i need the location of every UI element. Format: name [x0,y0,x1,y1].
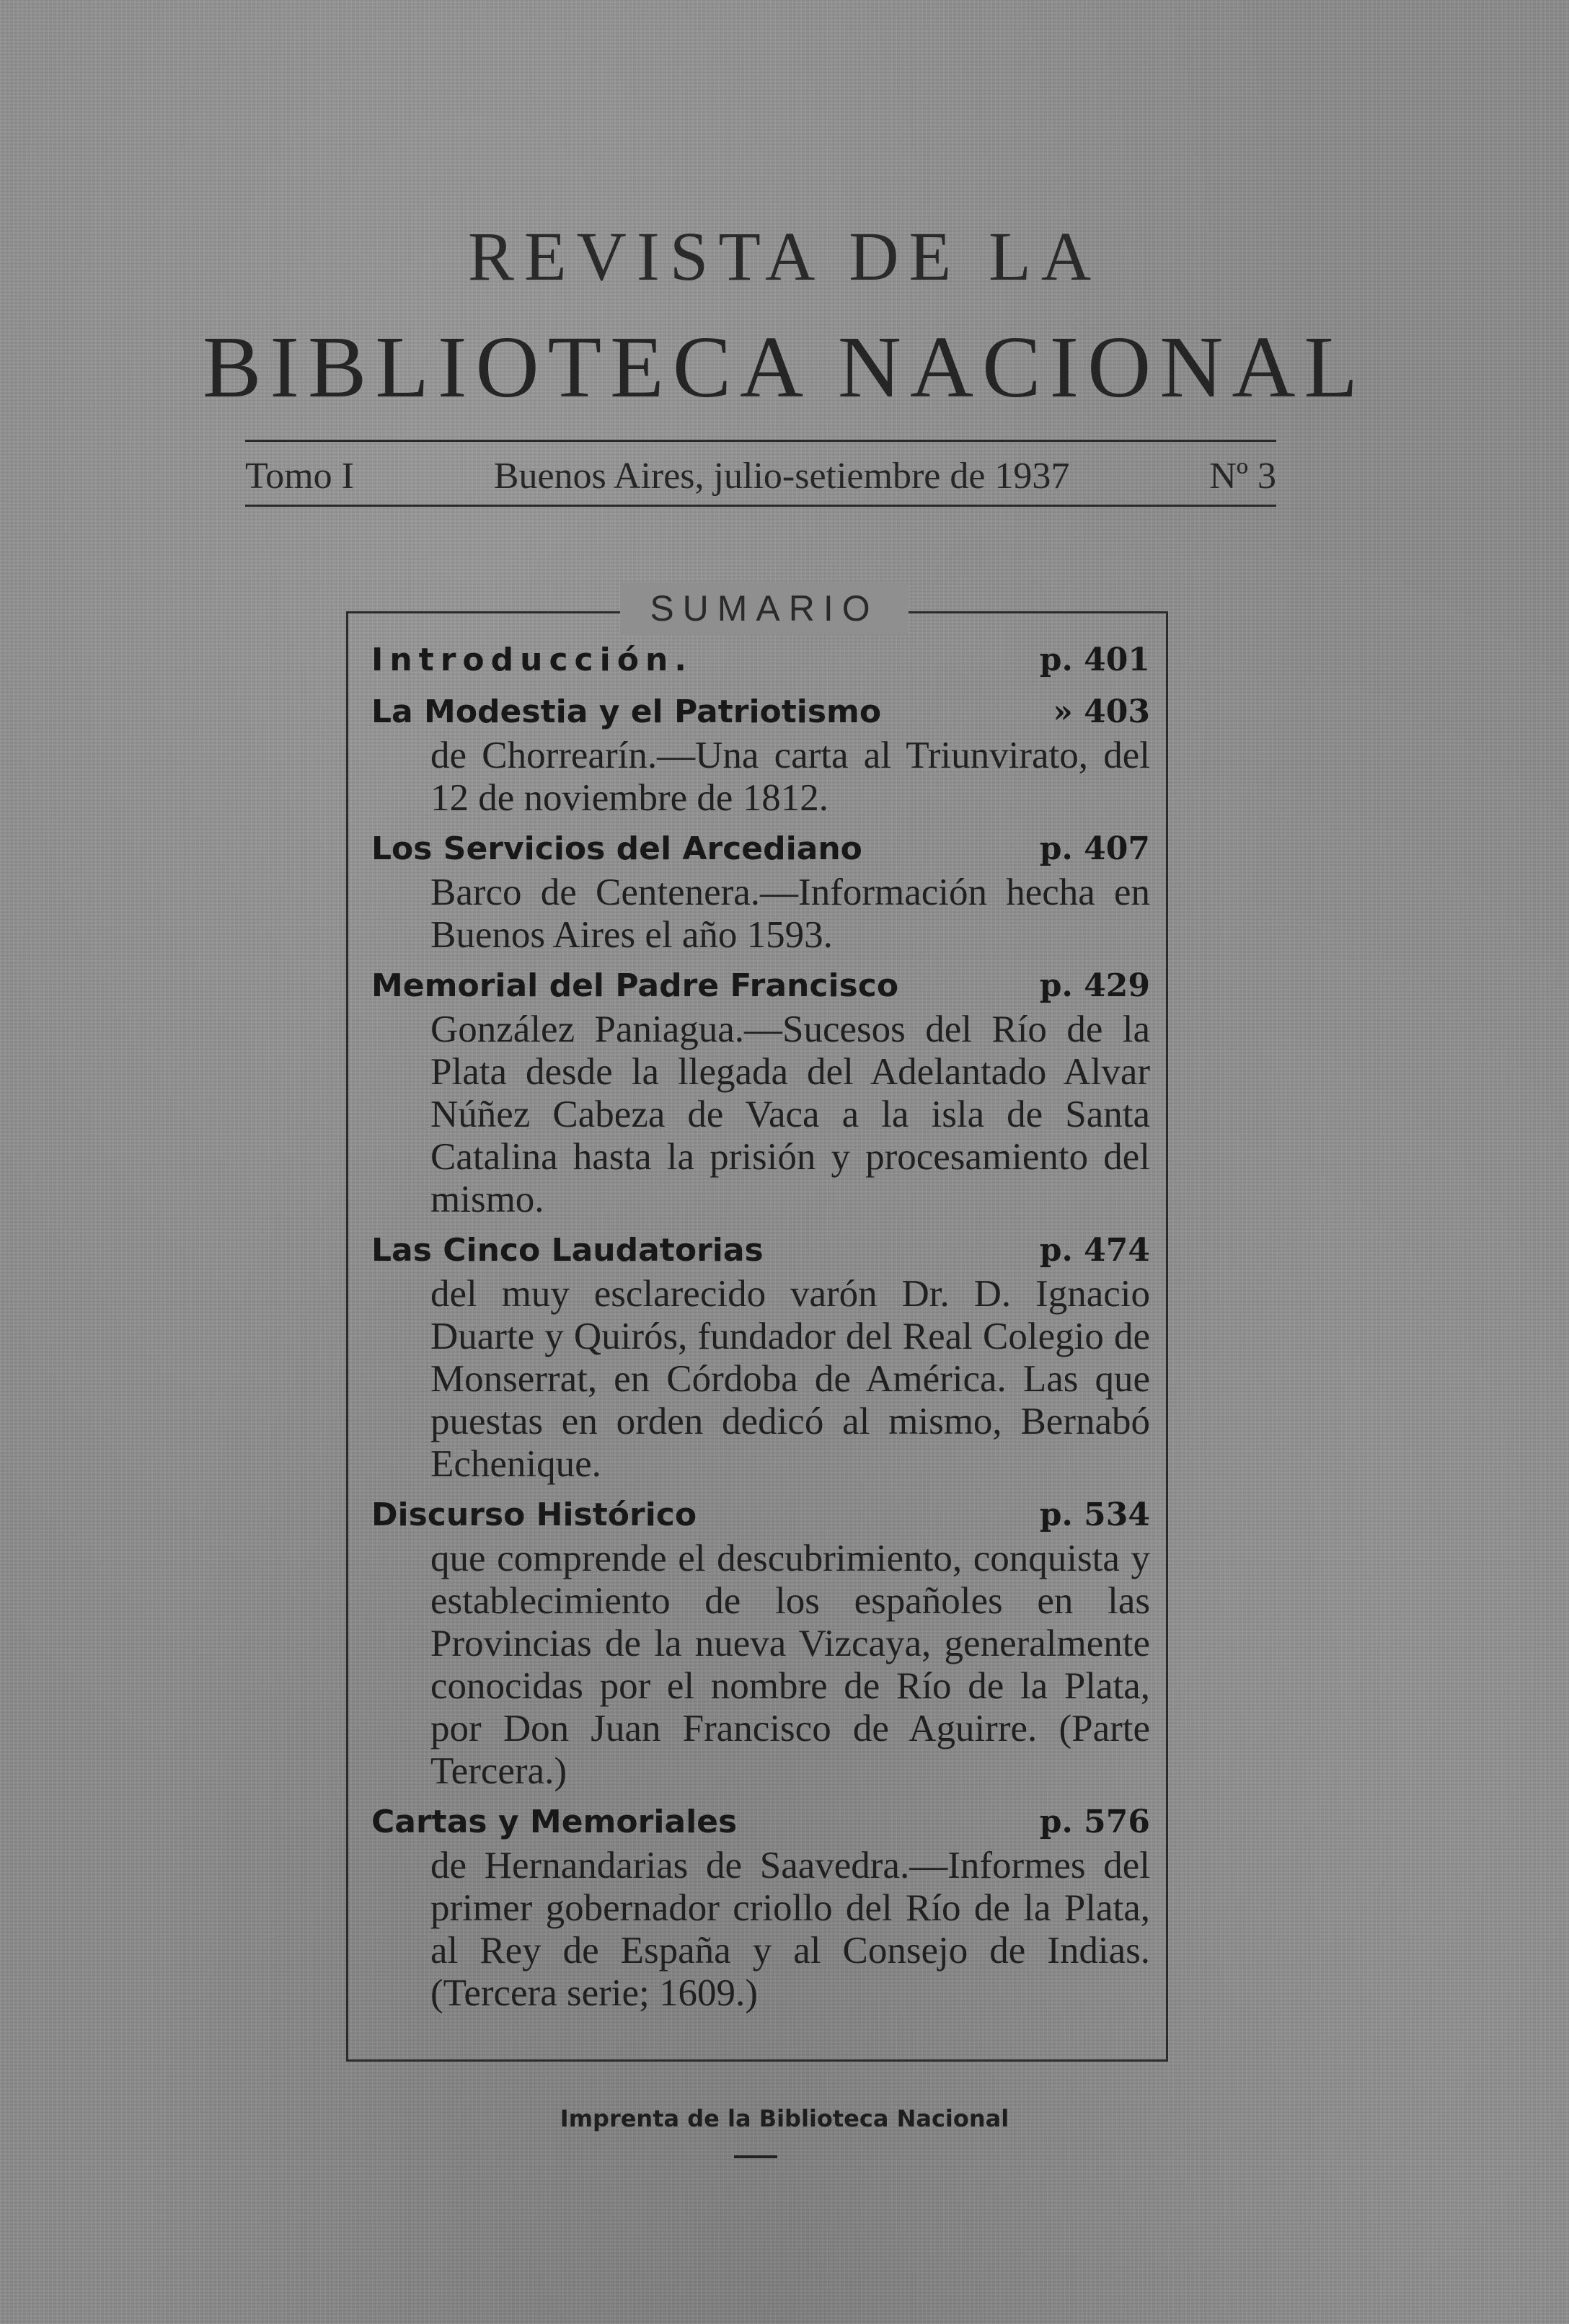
masthead-rule-bottom [245,505,1276,507]
entry-description: González Paniagua.—Sucesos del Río de la Plata desde la llegada del Adelantado Alvar Núñez Cabeza de Vaca a la isla de Santa Catalina hasta la prisión y procesamiento del mismo. [430,1008,1150,1220]
entry-page: p. 474 [1039,1232,1150,1269]
place-date: Buenos Aires, julio-setiembre de 1937 [493,455,1070,497]
entry-page: p. 429 [1039,967,1150,1004]
entry-description: Barco de Centenera.—Información hecha en Buenos Aires el año 1593. [430,872,1150,956]
summary-entry [371,964,1150,1221]
entry-title: La Modestia y el Patriotismo [371,693,882,730]
entry-page: » 403 [1053,693,1150,730]
summary-entry-header [371,1800,1150,1845]
entry-title: Introducción. [371,642,693,678]
entry-description: que comprende el descubrimiento, conquista y establecimiento de los españoles en las Provincias de la nueva Vizcaya, generalmente conocidas por el nombre de Río de la Plata, por Don Juan Francisco de Aguirre. (Parte Tercera.) [430,1538,1150,1792]
summary-entry [371,638,1150,683]
entry-description: de Chorrearín.—Una carta al Triunvirato, del 12 de noviembre de 1812. [430,735,1150,819]
entry-page: p. 576 [1039,1804,1150,1840]
entry-title: Discurso Histórico [371,1496,697,1533]
imprint-row [245,453,1276,499]
summary-entry-header [371,827,1150,872]
journal-title-line1: REVISTA DE LA [467,218,1102,295]
entry-page: p. 401 [1039,642,1150,678]
journal-title-line2: BIBLIOTECA NACIONAL [203,319,1366,416]
entry-title: Los Servicios del Arcediano [371,830,862,867]
summary-entry [371,1493,1150,1793]
entry-title: Memorial del Padre Francisco [371,967,899,1004]
summary-entry [371,1228,1150,1486]
summary-entry [371,1800,1150,2015]
issue-number: Nº 3 [1209,455,1276,497]
summary-entry-header [371,638,1150,683]
summary-entry-header [371,964,1150,1008]
masthead-rule-top [245,440,1276,442]
entry-title: Las Cinco Laudatorias [371,1232,764,1269]
summary-list [371,638,1150,2022]
summary-entry [371,690,1150,820]
entry-page: p. 407 [1039,830,1150,867]
volume-label: Tomo I [245,455,354,497]
footer-dash [734,2155,777,2158]
summary-entry-header [371,690,1150,735]
entry-description: de Hernandarias de Saavedra.—Informes del primer gobernador criollo del Río de la Plata, al Rey de España y al Consejo de Indias. (Tercera serie; 1609.) [430,1845,1150,2014]
summary-entry-header [371,1228,1150,1273]
summary-title: SUMARIO [620,582,909,634]
summary-entry [371,827,1150,957]
entry-description: del muy esclarecido varón Dr. D. Ignacio Duarte y Quirós, fundador del Real Colegio de Monserrat, en Córdoba de América. Las que puestas en orden dedicó al mismo, Bernabó Echenique. [430,1273,1150,1485]
summary-entry-header [371,1493,1150,1538]
printer-credit: Imprenta de la Biblioteca Nacional [560,2105,1009,2132]
entry-title: Cartas y Memoriales [371,1804,738,1840]
entry-page: p. 534 [1039,1496,1150,1533]
